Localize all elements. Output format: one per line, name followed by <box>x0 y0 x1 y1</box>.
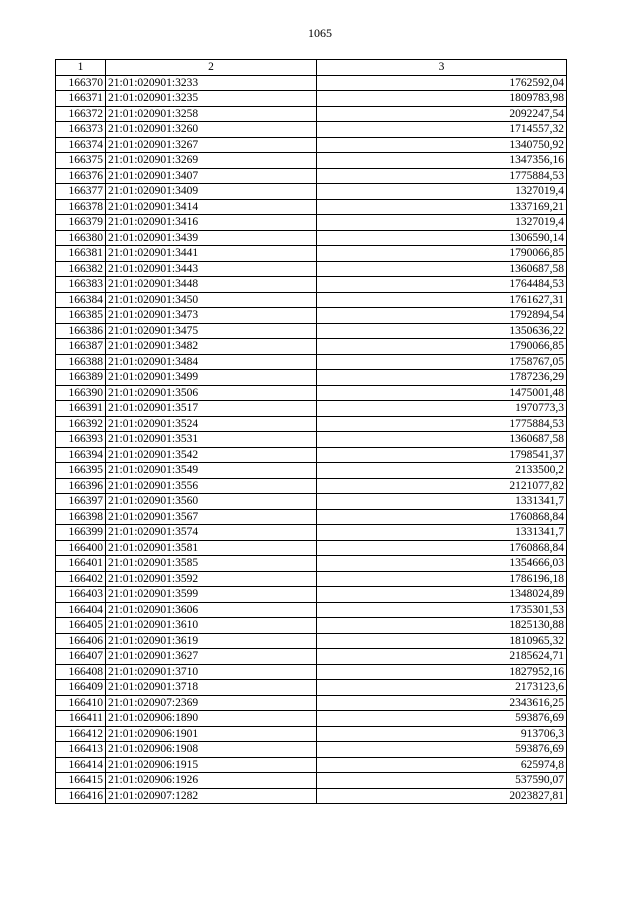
row-number-cell: 166382 <box>56 261 106 277</box>
row-number-cell: 166374 <box>56 137 106 153</box>
table-row <box>56 587 567 603</box>
table-row <box>56 556 567 572</box>
row-number-cell: 166400 <box>56 540 106 556</box>
cadastral-number-cell: 21:01:020901:3560 <box>106 494 317 510</box>
row-number-cell: 166414 <box>56 757 106 773</box>
table-row <box>56 757 567 773</box>
cadastral-number-cell: 21:01:020901:3439 <box>106 230 317 246</box>
row-number-cell: 166389 <box>56 370 106 386</box>
row-number-cell: 166388 <box>56 354 106 370</box>
cadastral-number-cell: 21:01:020901:3556 <box>106 478 317 494</box>
cadastral-number-cell: 21:01:020901:3610 <box>106 618 317 634</box>
cadastral-number-cell: 21:01:020906:1915 <box>106 757 317 773</box>
cadastral-number-cell: 21:01:020901:3414 <box>106 199 317 215</box>
row-number-cell: 166410 <box>56 695 106 711</box>
row-number-cell: 166403 <box>56 587 106 603</box>
value-cell: 1764484,53 <box>317 277 567 293</box>
row-number-cell: 166376 <box>56 168 106 184</box>
row-number-cell: 166396 <box>56 478 106 494</box>
cadastral-number-cell: 21:01:020901:3585 <box>106 556 317 572</box>
value-cell: 1775884,53 <box>317 416 567 432</box>
cadastral-number-cell: 21:01:020901:3409 <box>106 184 317 200</box>
row-number-cell: 166408 <box>56 664 106 680</box>
value-cell: 1360687,58 <box>317 261 567 277</box>
page-number: 1065 <box>308 26 332 40</box>
cadastral-number-cell: 21:01:020901:3260 <box>106 122 317 138</box>
row-number-cell: 166390 <box>56 385 106 401</box>
value-cell: 1825130,88 <box>317 618 567 634</box>
table-row <box>56 106 567 122</box>
cadastral-number-cell: 21:01:020901:3448 <box>106 277 317 293</box>
cadastral-number-cell: 21:01:020906:1908 <box>106 742 317 758</box>
value-cell: 1350636,22 <box>317 323 567 339</box>
cadastral-number-cell: 21:01:020907:2369 <box>106 695 317 711</box>
row-number-cell: 166411 <box>56 711 106 727</box>
table-row <box>56 494 567 510</box>
table-row <box>56 416 567 432</box>
value-cell: 1760868,84 <box>317 509 567 525</box>
value-cell: 1354666,03 <box>317 556 567 572</box>
value-cell: 1340750,92 <box>317 137 567 153</box>
cadastral-number-cell: 21:01:020901:3443 <box>106 261 317 277</box>
row-number-cell: 166395 <box>56 463 106 479</box>
table-row <box>56 168 567 184</box>
row-number-cell: 166370 <box>56 75 106 91</box>
table-row <box>56 308 567 324</box>
row-number-cell: 166401 <box>56 556 106 572</box>
row-number-cell: 166394 <box>56 447 106 463</box>
table-row <box>56 370 567 386</box>
table-row <box>56 215 567 231</box>
row-number-cell: 166375 <box>56 153 106 169</box>
table-row <box>56 354 567 370</box>
value-cell: 1762592,04 <box>317 75 567 91</box>
cadastral-number-cell: 21:01:020907:1282 <box>106 788 317 804</box>
row-number-cell: 166397 <box>56 494 106 510</box>
row-number-cell: 166381 <box>56 246 106 262</box>
cadastral-number-cell: 21:01:020901:3574 <box>106 525 317 541</box>
row-number-cell: 166387 <box>56 339 106 355</box>
cadastral-number-cell: 21:01:020901:3269 <box>106 153 317 169</box>
table-row <box>56 540 567 556</box>
value-cell: 537590,07 <box>317 773 567 789</box>
row-number-cell: 166413 <box>56 742 106 758</box>
cadastral-number-cell: 21:01:020901:3606 <box>106 602 317 618</box>
cadastral-number-cell: 21:01:020901:3235 <box>106 91 317 107</box>
column-header-2: 2 <box>106 60 317 76</box>
value-cell: 1347356,16 <box>317 153 567 169</box>
value-cell: 1714557,32 <box>317 122 567 138</box>
row-number-cell: 166378 <box>56 199 106 215</box>
value-cell: 1790066,85 <box>317 339 567 355</box>
table-row <box>56 153 567 169</box>
cadastral-number-cell: 21:01:020901:3524 <box>106 416 317 432</box>
cadastral-number-cell: 21:01:020901:3599 <box>106 587 317 603</box>
table-row <box>56 432 567 448</box>
cadastral-number-cell: 21:01:020901:3581 <box>106 540 317 556</box>
value-cell: 1786196,18 <box>317 571 567 587</box>
cadastral-number-cell: 21:01:020901:3506 <box>106 385 317 401</box>
table-row <box>56 246 567 262</box>
table-row <box>56 680 567 696</box>
cadastral-number-cell: 21:01:020901:3627 <box>106 649 317 665</box>
value-cell: 913706,3 <box>317 726 567 742</box>
table-row <box>56 261 567 277</box>
value-cell: 1827952,16 <box>317 664 567 680</box>
row-number-cell: 166392 <box>56 416 106 432</box>
row-number-cell: 166399 <box>56 525 106 541</box>
value-cell: 1792894,54 <box>317 308 567 324</box>
cadastral-number-cell: 21:01:020901:3517 <box>106 401 317 417</box>
value-cell: 2185624,71 <box>317 649 567 665</box>
value-cell: 1735301,53 <box>317 602 567 618</box>
cadastral-number-cell: 21:01:020901:3450 <box>106 292 317 308</box>
row-number-cell: 166407 <box>56 649 106 665</box>
cadastral-number-cell: 21:01:020901:3710 <box>106 664 317 680</box>
cadastral-number-cell: 21:01:020901:3407 <box>106 168 317 184</box>
cadastral-number-cell: 21:01:020906:1901 <box>106 726 317 742</box>
row-number-cell: 166371 <box>56 91 106 107</box>
row-number-cell: 166404 <box>56 602 106 618</box>
table-row <box>56 664 567 680</box>
value-cell: 625974,8 <box>317 757 567 773</box>
column-header-3: 3 <box>317 60 567 76</box>
value-cell: 1758767,05 <box>317 354 567 370</box>
table-row <box>56 478 567 494</box>
value-cell: 1348024,89 <box>317 587 567 603</box>
cadastral-number-cell: 21:01:020901:3258 <box>106 106 317 122</box>
value-cell: 593876,69 <box>317 742 567 758</box>
table-row <box>56 401 567 417</box>
row-number-cell: 166383 <box>56 277 106 293</box>
table-row <box>56 711 567 727</box>
table-row <box>56 91 567 107</box>
value-cell: 1306590,14 <box>317 230 567 246</box>
table-row <box>56 525 567 541</box>
cadastral-number-cell: 21:01:020901:3718 <box>106 680 317 696</box>
value-cell: 1331341,7 <box>317 494 567 510</box>
value-cell: 2092247,54 <box>317 106 567 122</box>
table-row <box>56 509 567 525</box>
row-number-cell: 166384 <box>56 292 106 308</box>
table-row <box>56 323 567 339</box>
cadastral-number-cell: 21:01:020906:1890 <box>106 711 317 727</box>
cadastral-number-cell: 21:01:020901:3441 <box>106 246 317 262</box>
row-number-cell: 166373 <box>56 122 106 138</box>
value-cell: 1787236,29 <box>317 370 567 386</box>
value-cell: 1809783,98 <box>317 91 567 107</box>
table-row <box>56 184 567 200</box>
table-row <box>56 726 567 742</box>
cadastral-number-cell: 21:01:020906:1926 <box>106 773 317 789</box>
row-number-cell: 166380 <box>56 230 106 246</box>
cadastral-number-cell: 21:01:020901:3619 <box>106 633 317 649</box>
cadastral-number-cell: 21:01:020901:3592 <box>106 571 317 587</box>
table-row <box>56 230 567 246</box>
value-cell: 1761627,31 <box>317 292 567 308</box>
row-number-cell: 166416 <box>56 788 106 804</box>
row-number-cell: 166405 <box>56 618 106 634</box>
row-number-cell: 166409 <box>56 680 106 696</box>
table-row <box>56 788 567 804</box>
cadastral-number-cell: 21:01:020901:3542 <box>106 447 317 463</box>
table-row <box>56 571 567 587</box>
cadastral-number-cell: 21:01:020901:3531 <box>106 432 317 448</box>
row-number-cell: 166386 <box>56 323 106 339</box>
cadastral-number-cell: 21:01:020901:3475 <box>106 323 317 339</box>
row-number-cell: 166415 <box>56 773 106 789</box>
row-number-cell: 166379 <box>56 215 106 231</box>
row-number-cell: 166406 <box>56 633 106 649</box>
table-row <box>56 695 567 711</box>
cadastral-number-cell: 21:01:020901:3267 <box>106 137 317 153</box>
value-cell: 1475001,48 <box>317 385 567 401</box>
cadastral-number-cell: 21:01:020901:3549 <box>106 463 317 479</box>
table-row <box>56 618 567 634</box>
row-number-cell: 166393 <box>56 432 106 448</box>
cadastral-number-cell: 21:01:020901:3499 <box>106 370 317 386</box>
cadastral-number-cell: 21:01:020901:3416 <box>106 215 317 231</box>
registry-table <box>55 59 567 804</box>
value-cell: 2121077,82 <box>317 478 567 494</box>
value-cell: 1327019,4 <box>317 215 567 231</box>
row-number-cell: 166391 <box>56 401 106 417</box>
value-cell: 1810965,32 <box>317 633 567 649</box>
row-number-cell: 166372 <box>56 106 106 122</box>
value-cell: 593876,69 <box>317 711 567 727</box>
row-number-cell: 166412 <box>56 726 106 742</box>
value-cell: 2173123,6 <box>317 680 567 696</box>
table-row <box>56 463 567 479</box>
table-row <box>56 75 567 91</box>
cadastral-number-cell: 21:01:020901:3482 <box>106 339 317 355</box>
value-cell: 1775884,53 <box>317 168 567 184</box>
value-cell: 1331341,7 <box>317 525 567 541</box>
table-row <box>56 277 567 293</box>
row-number-cell: 166385 <box>56 308 106 324</box>
table-row <box>56 122 567 138</box>
table-row <box>56 649 567 665</box>
table-row <box>56 199 567 215</box>
value-cell: 1327019,4 <box>317 184 567 200</box>
cadastral-number-cell: 21:01:020901:3473 <box>106 308 317 324</box>
table-row <box>56 339 567 355</box>
table-row <box>56 385 567 401</box>
value-cell: 2343616,25 <box>317 695 567 711</box>
row-number-cell: 166398 <box>56 509 106 525</box>
table-row <box>56 602 567 618</box>
table-row <box>56 447 567 463</box>
row-number-cell: 166402 <box>56 571 106 587</box>
table-row <box>56 292 567 308</box>
value-cell: 2023827,81 <box>317 788 567 804</box>
column-header-1: 1 <box>56 60 106 76</box>
value-cell: 1760868,84 <box>317 540 567 556</box>
table-row <box>56 137 567 153</box>
table-row <box>56 742 567 758</box>
cadastral-number-cell: 21:01:020901:3567 <box>106 509 317 525</box>
table-row <box>56 633 567 649</box>
table-header-row <box>56 60 567 76</box>
value-cell: 1798541,37 <box>317 447 567 463</box>
table-row <box>56 773 567 789</box>
cadastral-number-cell: 21:01:020901:3233 <box>106 75 317 91</box>
value-cell: 1337169,21 <box>317 199 567 215</box>
cadastral-number-cell: 21:01:020901:3484 <box>106 354 317 370</box>
value-cell: 1790066,85 <box>317 246 567 262</box>
value-cell: 1360687,58 <box>317 432 567 448</box>
value-cell: 2133500,2 <box>317 463 567 479</box>
value-cell: 1970773,3 <box>317 401 567 417</box>
row-number-cell: 166377 <box>56 184 106 200</box>
